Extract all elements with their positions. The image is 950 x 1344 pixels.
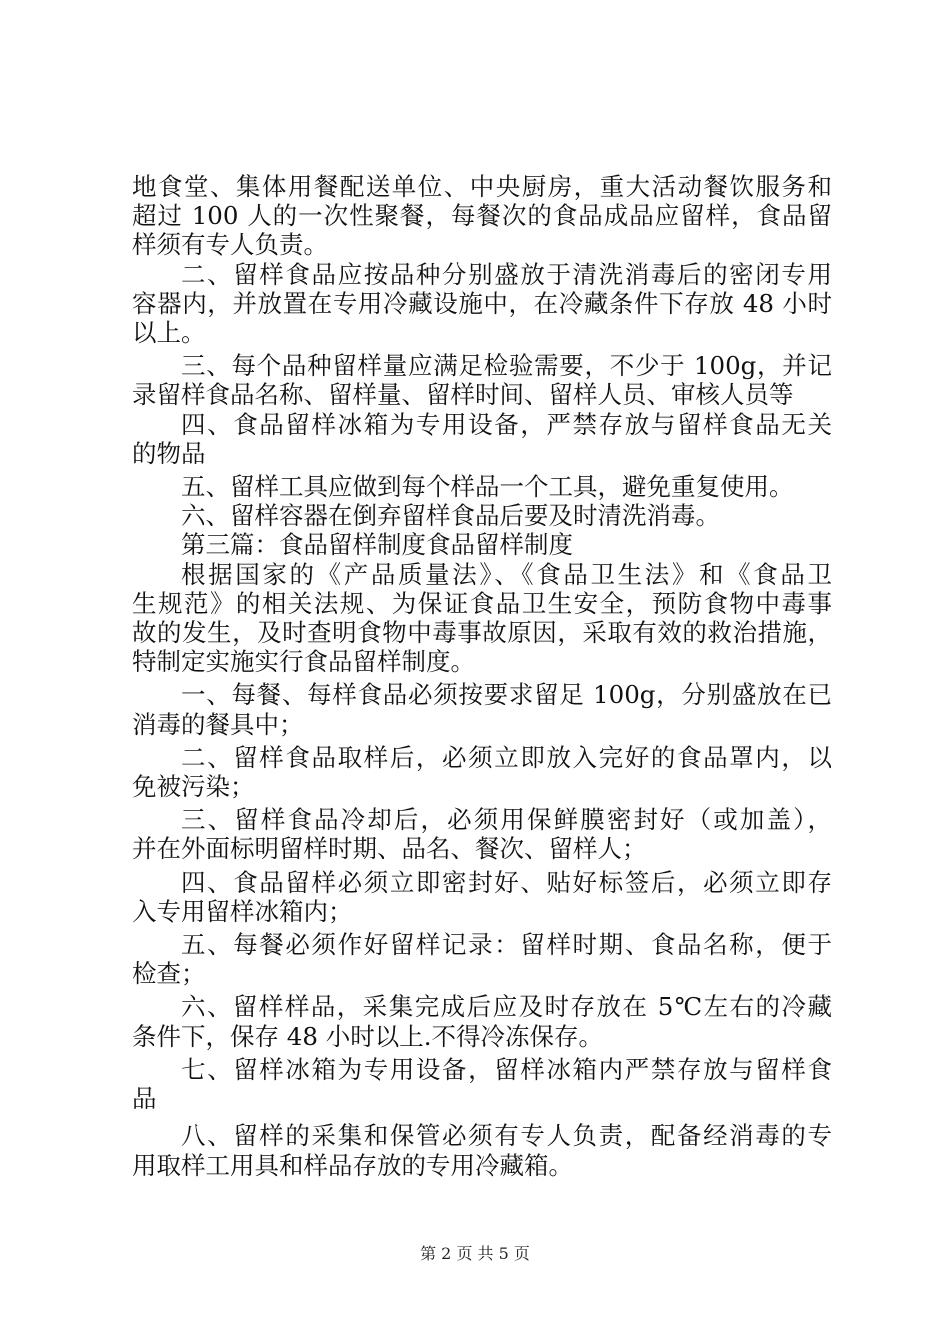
text-line: 七、留样冰箱为专用设备，留样冰箱内严禁存放与留样食 [181, 1054, 832, 1084]
text-line: 二、留样食品应按品种分别盛放于清洗消毒后的密闭专用 [181, 259, 832, 289]
section-heading [132, 530, 832, 559]
text-line: 根据国家的《产品质量法》、《食品卫生法》和《食品卫 [181, 559, 832, 589]
text-line: 消毒的餐具中； [132, 709, 304, 739]
text-line: 八、留样的采集和保管必须有专人负责，配备经消毒的专 [181, 1121, 832, 1151]
text-line: 四、食品留样必须立即密封好、贴好标签后，必须立即存 [181, 867, 832, 897]
text-line: 地食堂、集体用餐配送单位、中央厨房，重大活动餐饮服务和 [132, 172, 832, 201]
text-line: 六、留样样品，采集完成后应及时存放在 5℃左右的冷藏 [181, 992, 832, 1022]
paragraph-rule-6 [132, 992, 832, 1050]
paragraph-rule-2 [132, 743, 832, 801]
text-line: 生规范》的相关法规、为保证食品卫生安全，预防食物中毒事 [132, 588, 832, 618]
paragraph-rule-4 [132, 868, 832, 926]
paragraph-item-4 [132, 410, 832, 468]
paragraph-preamble [132, 560, 832, 677]
text-line: 三、每个品种留样量应满足检验需要，不少于 100g，并记 [181, 351, 832, 381]
paragraph-rule-1 [132, 680, 832, 738]
text-line: 超过 100 人的一次性聚餐，每餐次的食品成品应留样，食品留 [132, 201, 832, 231]
paragraph-item-2 [132, 260, 832, 348]
text-line: 六、留样容器在倒弃留样食品后要及时清洗消毒。 [181, 501, 720, 531]
text-line: 并在外面标明留样时期、品名、餐次、留样人； [132, 834, 647, 864]
paragraph-rule-5 [132, 930, 832, 988]
text-line: 的物品 [132, 438, 206, 468]
text-line: 免被污染； [132, 772, 255, 802]
text-line: 品 [132, 1084, 157, 1114]
text-line: 检查； [132, 959, 206, 989]
paragraph-rule-8 [132, 1121, 832, 1179]
paragraph-rule-7 [132, 1055, 832, 1113]
text-line: 特制定实施实行食品留样制度。 [132, 647, 475, 677]
text-line: 条件下，保存 48 小时以上.不得冷冻保存。 [132, 1021, 604, 1051]
paragraph-item-3 [132, 351, 832, 409]
text-line: 用取样工用具和样品存放的专用冷藏箱。 [132, 1150, 573, 1180]
text-line: 四、食品留样冰箱为专用设备，严禁存放与留样食品无关 [181, 409, 832, 439]
text-line: 样须有专人负责。 [132, 230, 328, 260]
paragraph-intro-continued [132, 172, 832, 260]
text-line: 以上。 [132, 318, 206, 348]
paragraph-item-5 [132, 472, 832, 501]
text-line: 第三篇：食品留样制度食品留样制度 [181, 530, 573, 560]
text-line: 二、留样食品取样后，必须立即放入完好的食品罩内，以 [181, 742, 832, 772]
text-line: 五、留样工具应做到每个样品一个工具，避免重复使用。 [181, 472, 794, 502]
page-number-footer: 第 2 页 共 5 页 [420, 1244, 530, 1263]
text-line: 故的发生，及时查明食物中毒事故原因，采取有效的救治措施， [132, 618, 832, 648]
text-line: 三、留样食品冷却后，必须用保鲜膜密封好（或加盖）， [181, 805, 832, 835]
text-line: 录留样食品名称、留样量、留样时间、留样人员、审核人员等 [132, 380, 794, 410]
text-line: 一、每餐、每样食品必须按要求留足 100g，分别盛放在已 [181, 680, 832, 710]
text-line: 容器内，并放置在专用冷藏设施中，在冷藏条件下存放 48 小时 [132, 288, 832, 318]
paragraph-rule-3 [132, 805, 832, 863]
document-body [132, 172, 832, 1180]
text-line: 五、每餐必须作好留样记录：留样时期、食品名称，便于 [181, 930, 832, 960]
text-line: 入专用留样冰箱内； [132, 896, 353, 926]
paragraph-item-6 [132, 501, 832, 530]
